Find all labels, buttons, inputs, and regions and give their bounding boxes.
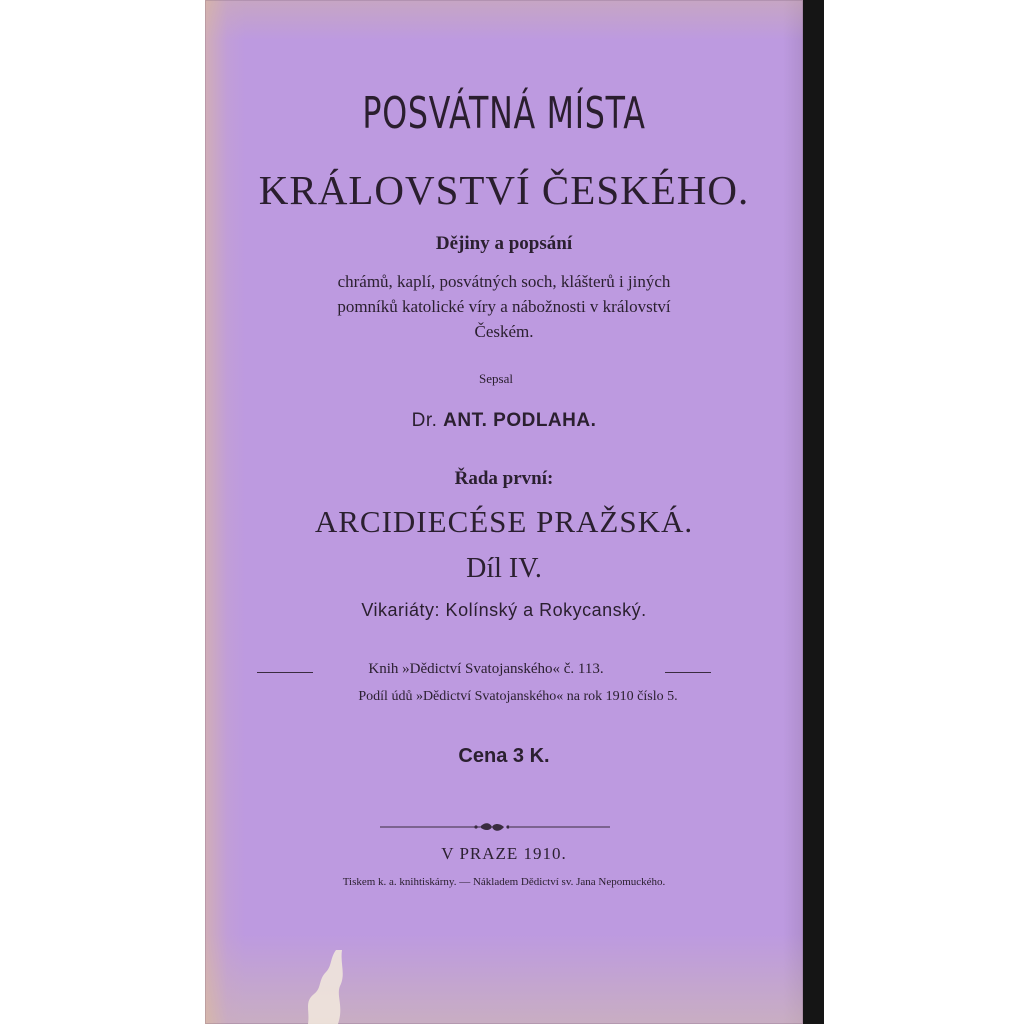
author-name: ANT. PODLAHA. (443, 410, 597, 431)
diocese-title: ARCIDIECÉSE PRAŽSKÁ. (314, 504, 694, 539)
vicariates: Vikariáty: Kolínský a Rokycanský. (361, 600, 647, 620)
part-number: Díl IV. (466, 553, 542, 584)
description-line-2: pomníků katolické víry a nábožnosti v království (337, 297, 671, 316)
author-prefix: Dr. (411, 410, 438, 431)
printer-line: Tiskem k. a. knihtiskárny. — Nákladem Dědictví sv. Jana Nepomuckého. (342, 876, 666, 888)
series-label: Řada první: (454, 468, 554, 489)
author (205, 410, 803, 432)
share-line: Podíl údů »Dědictví Svatojanského« na rok 1910 číslo 5. (358, 689, 678, 704)
book-number-line: Knih »Dědictví Svatojanského« č. 113. (368, 661, 604, 677)
description-line-1: chrámů, kaplí, posvátných soch, klášterů i jiných (337, 272, 671, 291)
subtitle: Dějiny a popsání (435, 233, 573, 254)
title-line-2: KRÁLOVSTVÍ ČESKÉHO. (258, 167, 750, 213)
author-intro: Sepsal (479, 371, 513, 386)
description-line-3: Českém. (474, 322, 534, 341)
book-cover (205, 0, 803, 1024)
description (245, 269, 763, 344)
ornament-divider (380, 820, 610, 834)
place-year: V PRAZE 1910. (441, 844, 567, 863)
price: Cena 3 K. (458, 745, 550, 767)
torn-corner (300, 950, 350, 1024)
title-line-1: POSVÁTNÁ MÍSTA (362, 88, 646, 139)
